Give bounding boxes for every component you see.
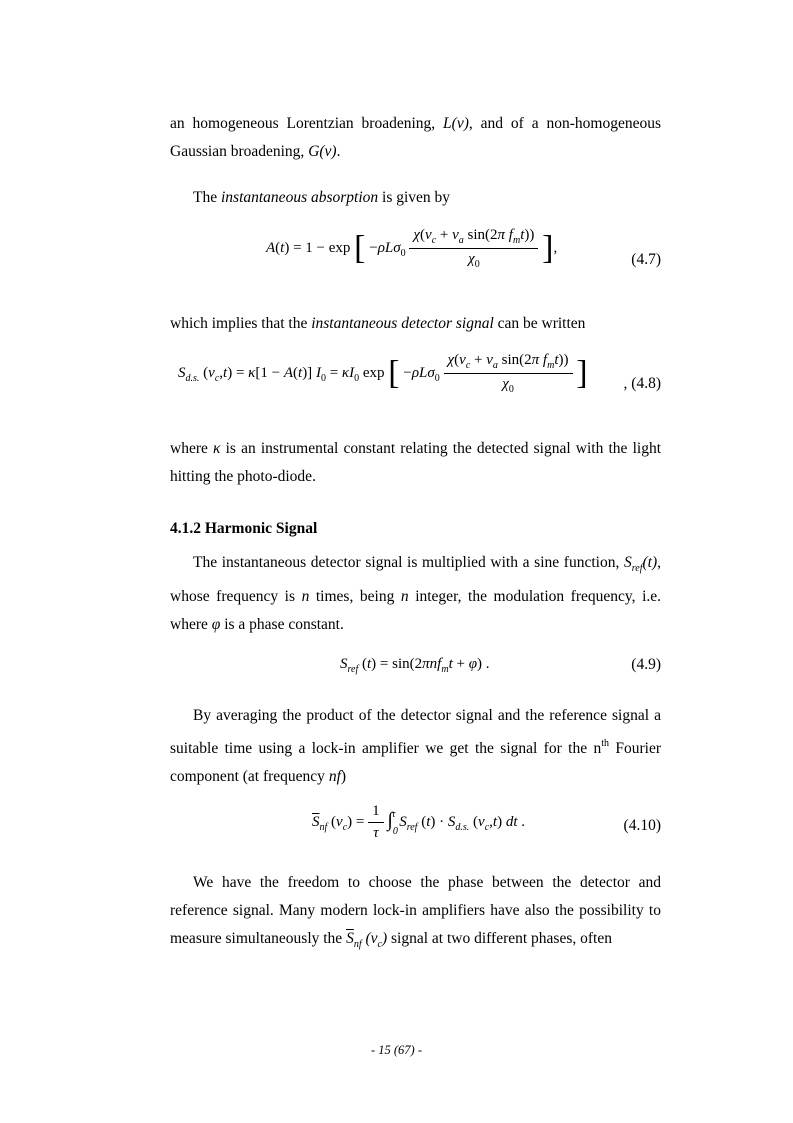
paragraph-averaging: By averaging the product of the detector signal and the reference signal a suitable time using a lock-in amplifier we get the signal for the $n^{th}$ Fourier component (at frequency nf) [170,707,661,785]
paragraph-broadening: an homogeneous Lorentzian broadening, L(ν), and of a non-homogeneous Gaussian broadening, G(ν). [170,115,661,160]
equation-number-4-7: (4.7) [631,251,661,268]
paragraph-instantaneous-absorption: The instantaneous absorption is given by [193,189,451,206]
page-number: - 15 (67) - [370,1043,423,1057]
equation-4-8: $S_{d.s.}$ $(\nu_c,t) = \kappa[1 - A(t)] I_0 = \kappa I_0$ exp [ −ρLσ$_0$ $\frac{\chi(\nu_c + \nu_a \sin(2\pi f_mt))}{\chi_0}$ ] [178,352,588,395]
equation-4-10: $\overline{S}_{nf}$ $(\nu_c)$ = $\frac{1}{\tau}$ $\int_0^\tau$ $S_{ref}$ $(t) \cdot S_{d.s.}$ $(\nu_c,t)$ dt . [312,803,525,841]
paragraph-detector-signal: which implies that the instantaneous detector signal can be written [170,315,586,332]
section-heading: 4.1.2 Harmonic Signal [170,520,318,537]
equation-4-9: $S_{ref}$ (t) = sin(2πnf$_m$t + φ) . [340,656,490,675]
equation-number-4-10: (4.10) [623,817,661,834]
equation-number-4-8: , (4.8) [623,375,661,392]
paragraph-phase: We have the freedom to choose the phase between the detector and reference signal. Many modern lock-in amplifiers have also the possibility to measure simultaneously the $\overline{S}_{nf}$ $(\nu_c)$ signal at two different phases, often [170,874,661,950]
equation-4-7: A(t) = 1 − exp [ −ρLσ$_0$ $\frac{\chi(\nu_c + \nu_a \sin(2\pi f_mt))}{\chi_0}$ ], [266,227,558,270]
paragraph-kappa: where κ is an instrumental constant relating the detected signal with the light hitting the photo-diode. [170,440,661,485]
paragraph-harmonic: The instantaneous detector signal is multiplied with a sine function, $S_{ref}(t)$, whose frequency is n times, being n integer, the modulation frequency, i.e. where φ is a phase constant. [170,554,661,633]
equation-number-4-9: (4.9) [631,656,661,673]
